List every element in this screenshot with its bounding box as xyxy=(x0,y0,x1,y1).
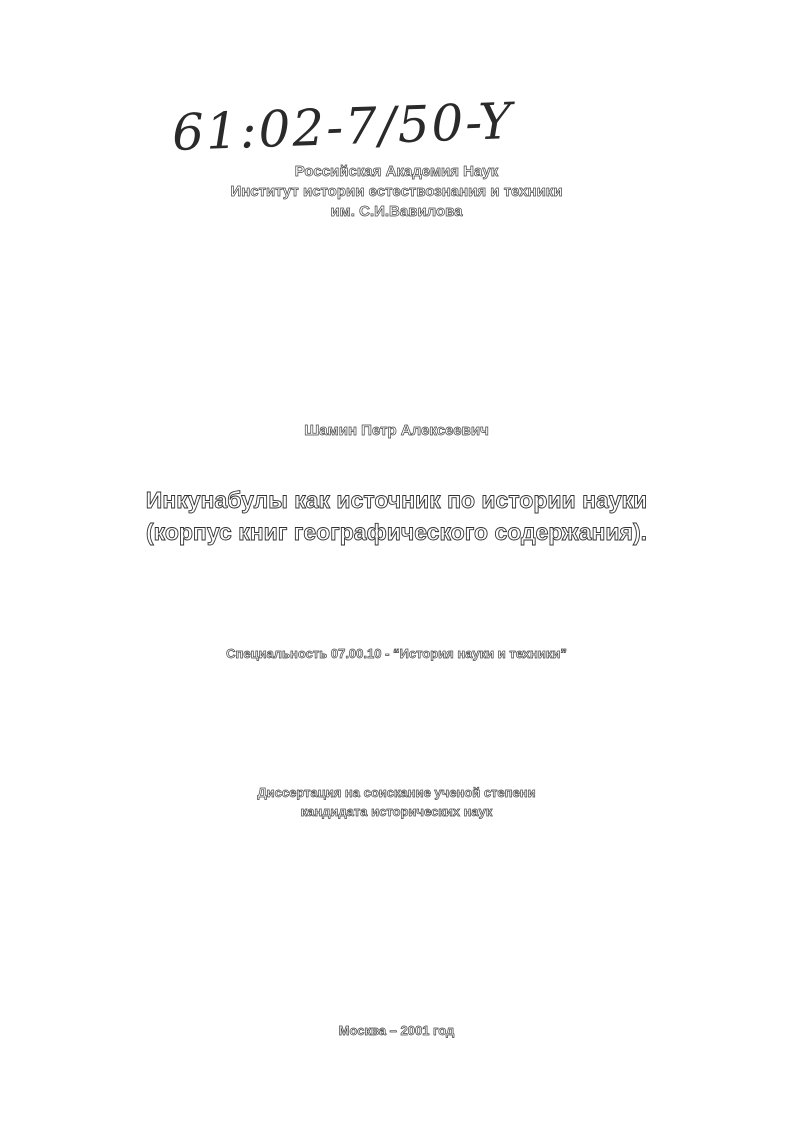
degree-statement-line1: Диссертация на соискание ученой степени xyxy=(257,785,536,800)
degree-statement-line2: кандидата исторических наук xyxy=(300,804,493,819)
author-name: Шамин Петр Алексеевич xyxy=(304,422,489,439)
thesis-title xyxy=(0,484,793,548)
city-year: Москва – 2001 год xyxy=(338,1023,455,1038)
institution-institute: Институт истории естествознания и техники xyxy=(230,183,563,200)
institution-academy: Российская Академия Наук xyxy=(294,163,499,180)
institution-block xyxy=(0,162,793,222)
thesis-title-line2: (корпус книг географического содержания). xyxy=(145,519,648,545)
specialty-line: Специальность 07.00.10 - “История науки и техники” xyxy=(226,646,567,661)
degree-statement xyxy=(0,783,793,821)
handwritten-catalog-number: 61:02-7/50-Y xyxy=(171,92,515,162)
thesis-title-line1: Инкунабулы как источник по истории науки xyxy=(145,487,648,513)
institution-named-after: им. С.И.Вавилова xyxy=(330,203,463,220)
